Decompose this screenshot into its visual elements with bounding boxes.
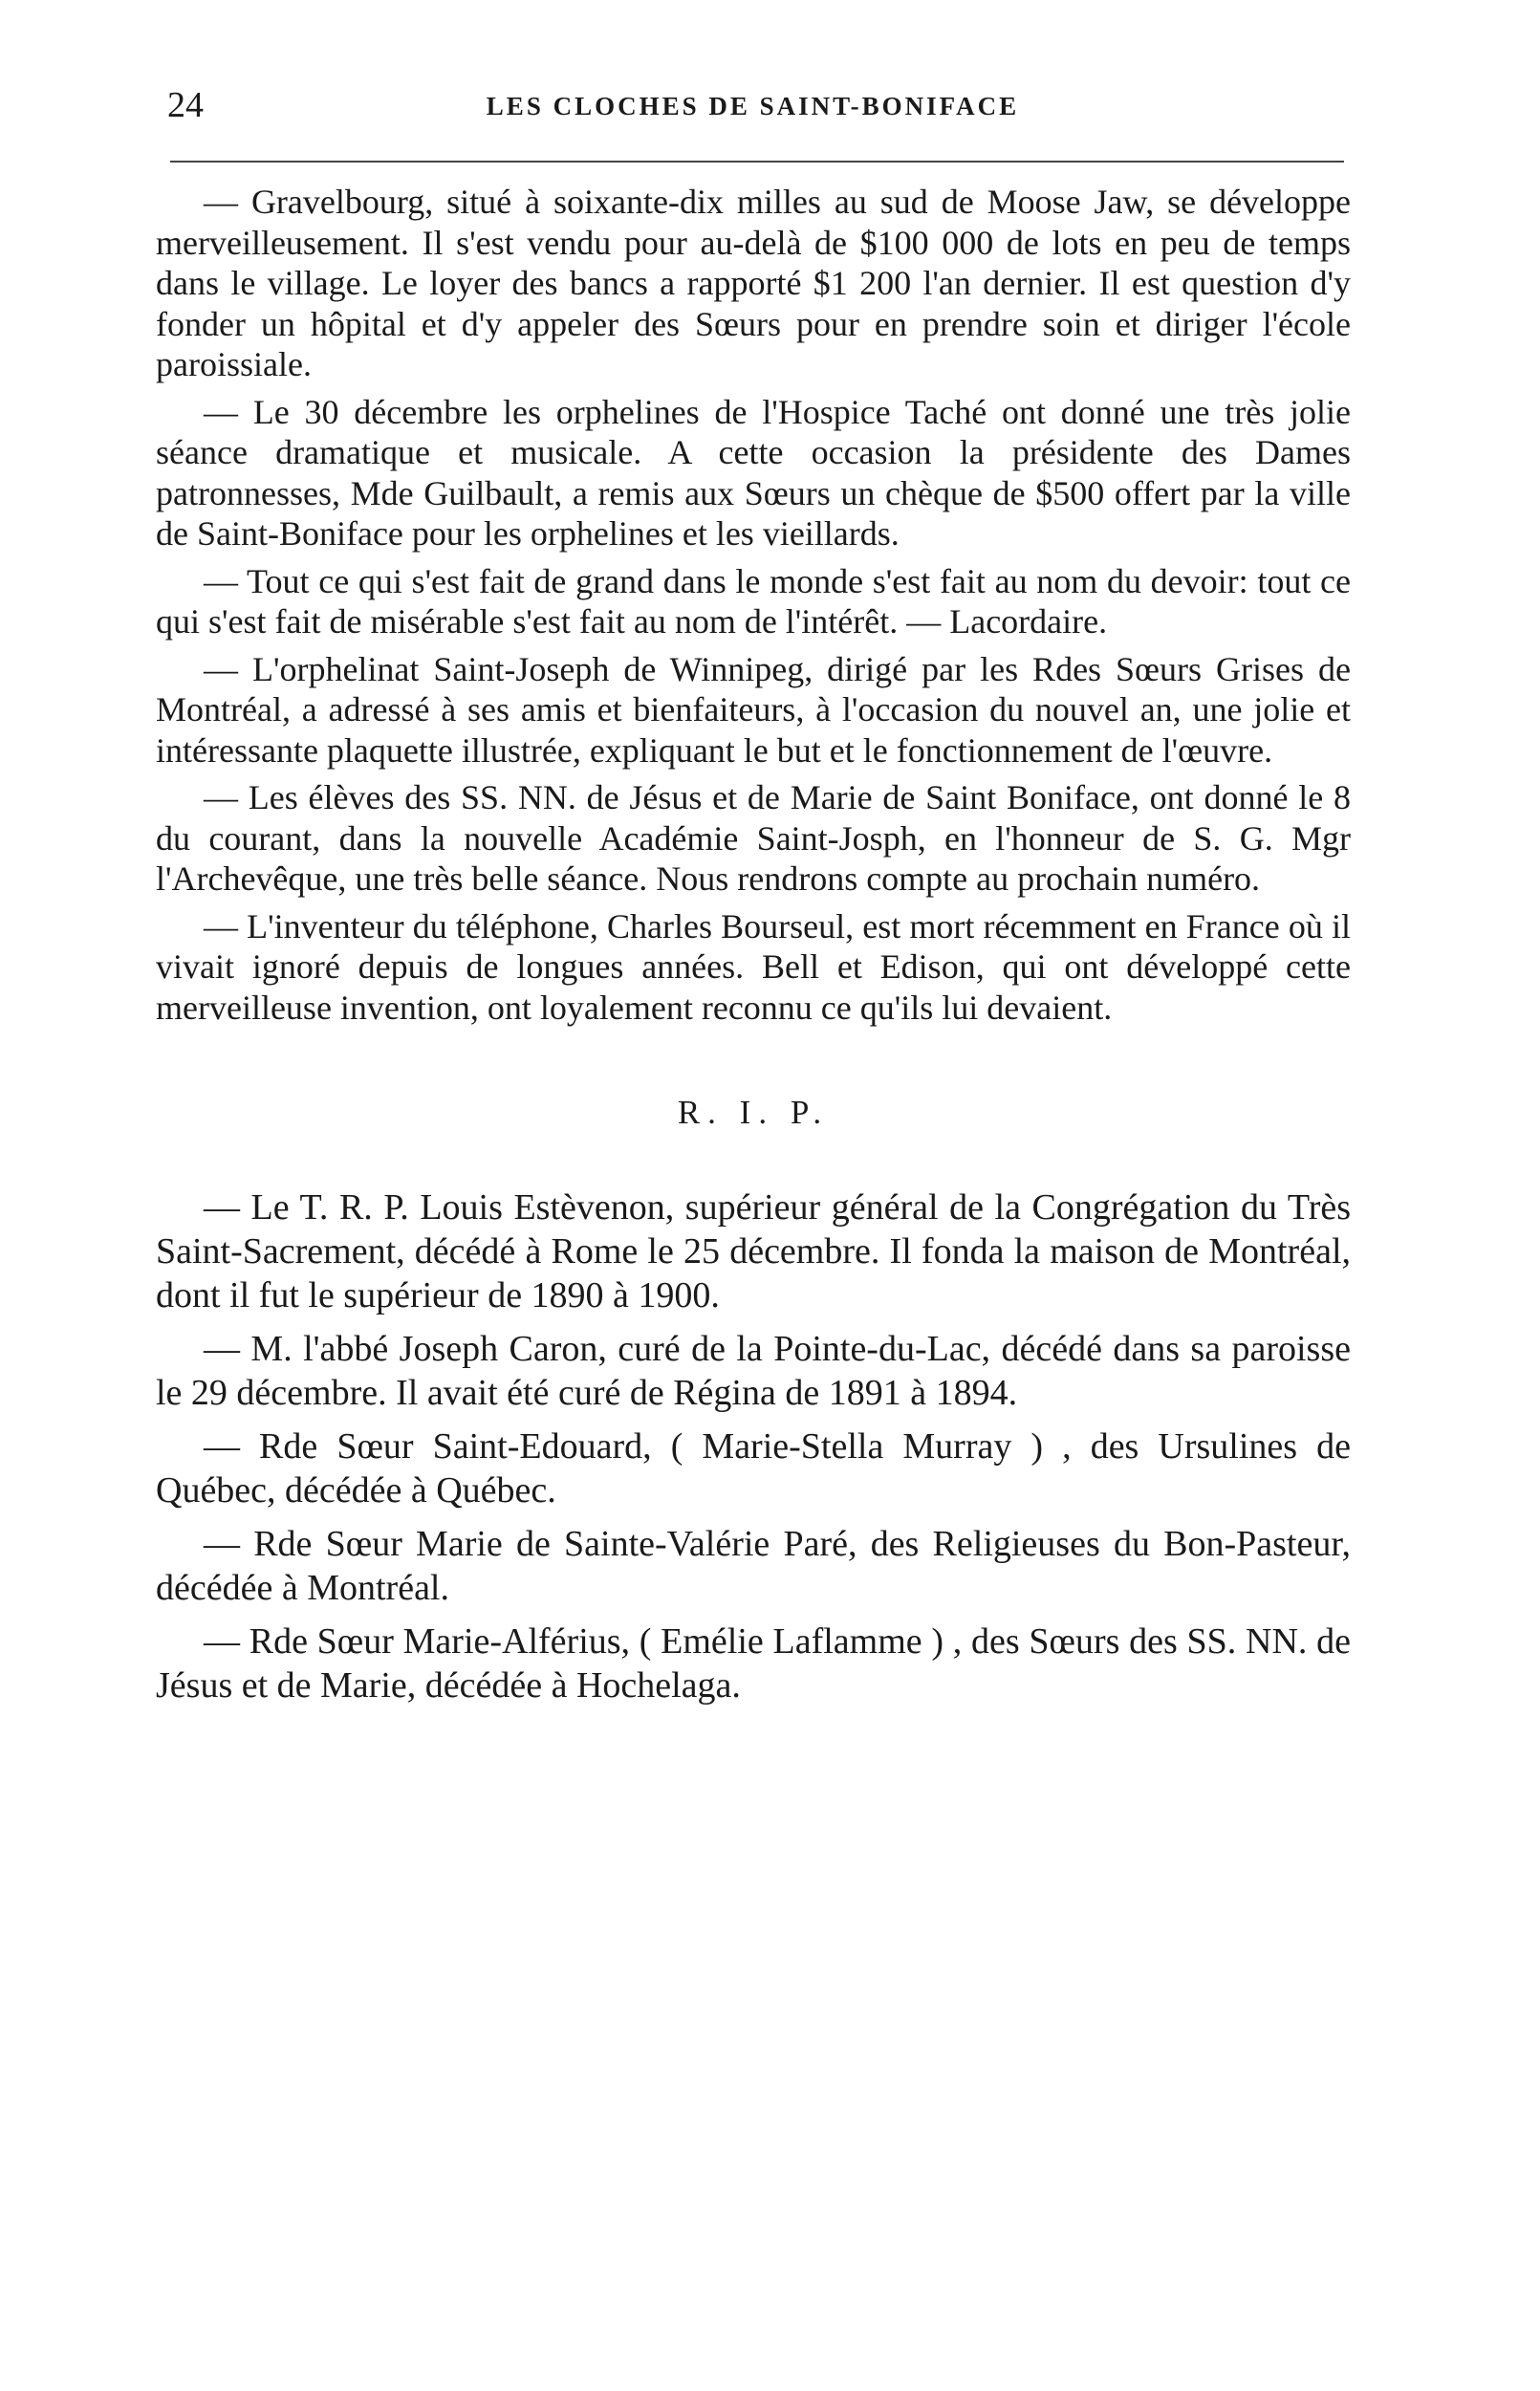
obituary-sainte-valerie: — Rde Sœur Marie de Sainte-Valérie Paré, des Religieuses du Bon-Pasteur, décédée à Montréal. xyxy=(156,1523,1351,1608)
obituary-caron: — M. l'abbé Joseph Caron, curé de la Pointe-du-Lac, décédé dans sa paroisse le 29 décembre. Il avait été curé de Régina de 1891 à 1894. xyxy=(156,1328,1351,1413)
obituary-alferius: — Rde Sœur Marie-Alférius, ( Emélie Laflamme ) , des Sœurs des SS. NN. de Jésus et de Marie, décédée à Hochelaga. xyxy=(156,1620,1351,1706)
news-paragraph-orphelinat: — L'orphelinat Saint-Joseph de Winnipeg, dirigé par les Rdes Sœurs Grises de Montréal, a adressé à ses amis et bienfaiteurs, à l'occasion du nouvel an, une jolie et intéressante plaquette illustrée, expliquant le but et le fonctionnement de l'œuvre. xyxy=(156,649,1351,770)
news-paragraph-telephone: — L'inventeur du téléphone, Charles Bourseul, est mort récemment en France où il vivait ignoré depuis de longues années. Bell et Edison, qui ont développé cette merveilleuse invention, ont loyalement reconnu ce qu'ils lui devaient. xyxy=(156,906,1351,1027)
news-paragraph-lacordaire-quote: — Tout ce qui s'est fait de grand dans le monde s'est fait au nom du devoir: tout ce qui s'est fait de misérable s'est fait au nom de l'intérêt. — Lacordaire. xyxy=(156,561,1351,641)
news-paragraph-hospice-tache: — Le 30 décembre les orphelines de l'Hospice Taché ont donné une très jolie séance dramatique et musicale. A cette occasion la présidente des Dames patronnesses, Mde Guilbault, a remis aux Sœurs un chèque de $500 offert par la ville de Saint-Boniface pour les orphelines et les vieillards. xyxy=(156,392,1351,553)
obituary-estevenon: — Le T. R. P. Louis Estèvenon, supérieur général de la Congrégation du Très Saint-Sacrement, décédé à Rome le 25 décembre. Il fonda la maison de Montréal, dont il fut le supérieur de 1890 à 1900. xyxy=(156,1186,1351,1315)
obituary-saint-edouard: — Rde Sœur Saint-Edouard, ( Marie-Stella Murray ) , des Ursulines de Québec, décédée à Québec. xyxy=(156,1425,1351,1511)
news-paragraph-eleves: — Les élèves des SS. NN. de Jésus et de Marie de Saint Boniface, ont donné le 8 du courant, dans la nouvelle Académie Saint-Josph, en l'honneur de S. G. Mgr l'Archevêque, une très belle séance. Nous rendrons compte au prochain numéro. xyxy=(156,778,1351,898)
header-rule xyxy=(170,161,1344,163)
rip-section-title: R. I. P. xyxy=(677,1094,830,1131)
page-header xyxy=(158,84,1348,141)
page-number: 24 xyxy=(167,85,204,125)
news-paragraph-gravelbourg: — Gravelbourg, situé à soixante-dix milles au sud de Moose Jaw, se développe merveilleusement. Il s'est vendu pour au-delà de $100 000 de lots en peu de temps dans le village. Le loyer des bancs a rapporté $1 200 l'an dernier. Il est question d'y fonder un hôpital et d'y appeler des Sœurs pour en prendre soin et diriger l'école paroissiale. xyxy=(156,183,1351,383)
running-title: LES CLOCHES DE SAINT-BONIFACE xyxy=(486,92,1020,120)
page-body xyxy=(156,182,1351,1717)
